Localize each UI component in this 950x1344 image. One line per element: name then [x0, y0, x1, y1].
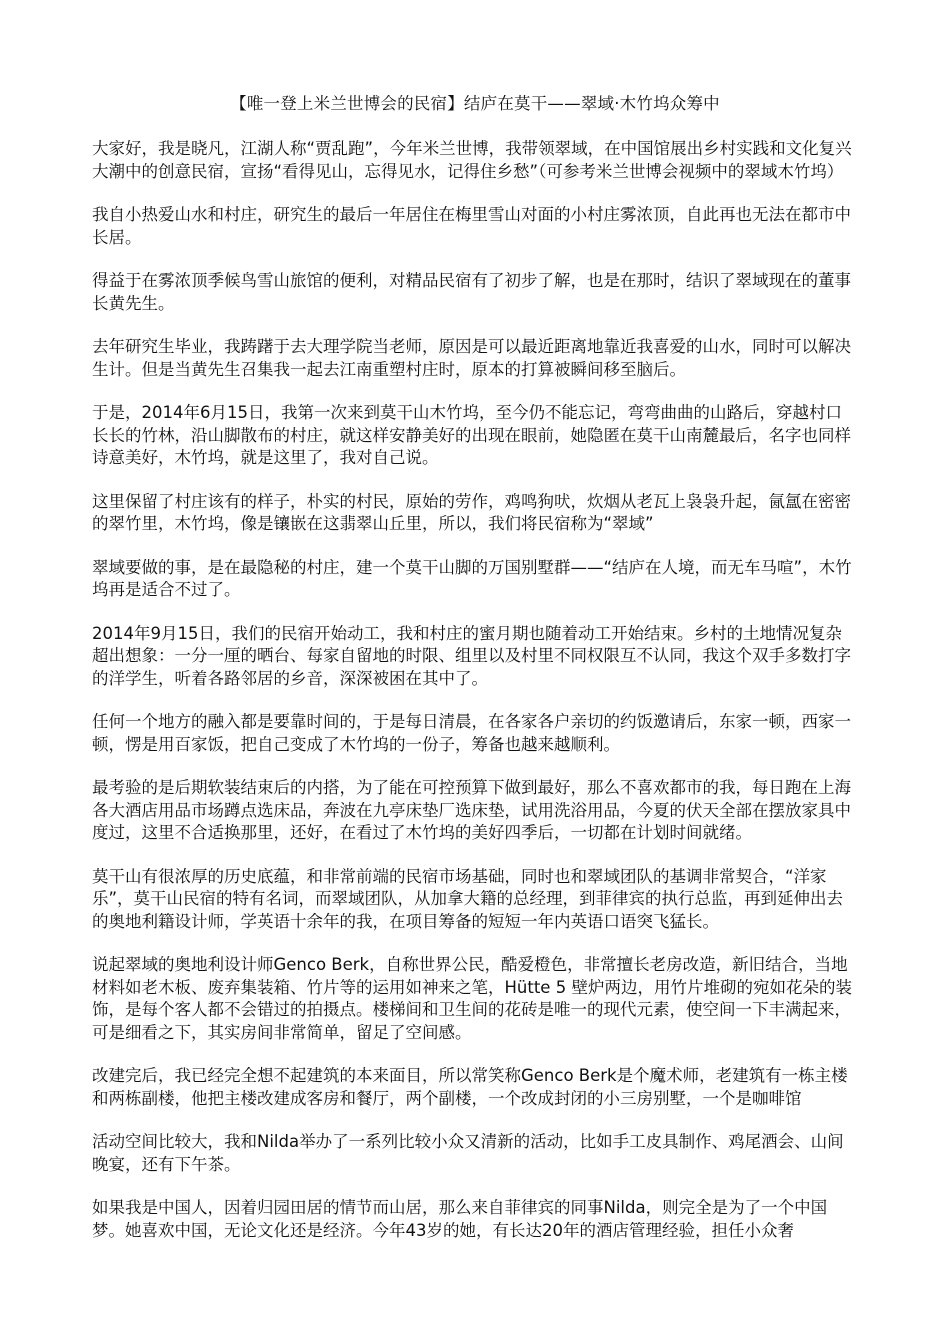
paragraph: 活动空间比较大，我和Nilda举办了一系列比较小众又清新的活动，比如手工皮具制作、鸡尾酒会、山间晚宴，还有下午茶。 — [92, 1132, 844, 1174]
paragraph: 说起翠域的奥地利设计师Genco Berk，自称世界公民，酷爱橙色，非常擅长老房改造，新旧结合，当地材料如老木板、废弃集装箱、竹片等的运用如神来之笔，Hütte 5 壁炉两边，用竹片堆砌的宛如花朵的装饰，是每个客人都不会错过的拍摄点。楼梯间和卫生间的花砖是唯一的现代元素，使空间一下丰满起来，可是细看之下，其实房间非常简单，留足了空间感。 — [92, 955, 852, 1042]
paragraph: 翠域要做的事，是在最隐秘的村庄，建一个莫干山脚的万国别墅群——“结庐在人境，而无车马喧”，木竹坞再是适合不过了。 — [92, 557, 852, 599]
paragraph: 于是，2014年6月15日，我第一次来到莫干山木竹坞，至今仍不能忘记，弯弯曲曲的山路后，穿越村口长长的竹林，沿山脚散布的村庄，就这样安静美好的出现在眼前，她隐匿在莫干山南麓最后，名字也同样诗意美好，木竹坞，就是这里了，我对自己说。 — [92, 403, 851, 467]
paragraph: 去年研究生毕业，我踌躇于去大理学院当老师，原因是可以最近距离地靠近我喜爱的山水，同时可以解决生计。但是当黄先生召集我一起去江南重塑村庄时，原本的打算被瞬间移至脑后。 — [92, 337, 851, 379]
paragraph: 这里保留了村庄该有的样子，朴实的村民，原始的劳作，鸡鸣狗吠，炊烟从老瓦上袅袅升起，氤氲在密密的翠竹里，木竹坞，像是镶嵌在这翡翠山丘里，所以，我们将民宿称为“翠域” — [92, 491, 851, 533]
paragraph: 得益于在雾浓顶季候鸟雪山旅馆的便利，对精品民宿有了初步了解，也是在那时，结识了翠域现在的董事长黄先生。 — [92, 271, 851, 313]
paragraph: 最考验的是后期软装结束后的内搭，为了能在可控预算下做到最好，那么不喜欢都市的我，每日跑在上海各大酒店用品市场蹲点选床品，奔波在九亭床垫厂选床垫，试用洗浴用品，今夏的伏天全部在摆放家具中度过，这里不合适换那里，还好，在看过了木竹坞的美好四季后，一切都在计划时间就绪。 — [92, 778, 851, 842]
paragraph-intro: 大家好，我是晓凡，江湖人称“贾乱跑”，今年米兰世博，我带领翠域，在中国馆展出乡村实践和文化复兴大潮中的创意民宿，宣扬“看得见山，忘得见水，记得住乡愁”（可参考米兰世博会视频中的翠域木竹坞） — [92, 139, 852, 181]
paragraph: 莫干山有很浓厚的历史底蕴，和非常前端的民宿市场基础，同时也和翠域团队的基调非常契合，“洋家乐”，莫干山民宿的特有名词，而翠域团队，从加拿大籍的总经理，到菲律宾的执行总监，再到延伸出去的奥地利籍设计师，学英语十余年的我，在项目筹备的短短一年内英语口语突飞猛长。 — [92, 866, 844, 931]
paragraph: 2014年9月15日，我们的民宿开始动工，我和村庄的蜜月期也随着动工开始结束。乡村的土地情况复杂超出想象：一分一厘的晒台、每家自留地的时限、组里以及村里不同权限互不认同，我这个双手多数打字的洋学生，听着各路邻居的乡音，深深被困在其中了。 — [92, 623, 851, 688]
paragraph-last: 如果我是中国人，因着归园田居的情节而山居，那么来自菲律宾的同事Nilda，则完全是为了一个中国梦。她喜欢中国，无论文化还是经济。今年43岁的她，有长达20年的酒店管理经验，担任小众奢 — [92, 1198, 828, 1240]
paragraph: 我自小热爱山水和村庄，研究生的最后一年居住在梅里雪山对面的小村庄雾浓顶，自此再也无法在都市中长居。 — [92, 205, 851, 247]
document-title: 【唯一登上米兰世博会的民宿】结庐在莫干——翠域·木竹坞众筹中 — [230, 94, 720, 113]
paragraph: 任何一个地方的融入都是要靠时间的，于是每日清晨，在各家各户亲切的约饭邀请后，东家一顿，西家一顿，愣是用百家饭，把自己变成了木竹坞的一份子，筹备也越来越顺利。 — [92, 712, 851, 754]
paragraph: 改建完后，我已经完全想不起建筑的本来面目，所以常笑称Genco Berk是个魔术师，老建筑有一栋主楼和两栋副楼，他把主楼改建成客房和餐厅，两个副楼，一个改成封闭的小三房别墅，一个是咖啡馆 — [92, 1066, 848, 1108]
